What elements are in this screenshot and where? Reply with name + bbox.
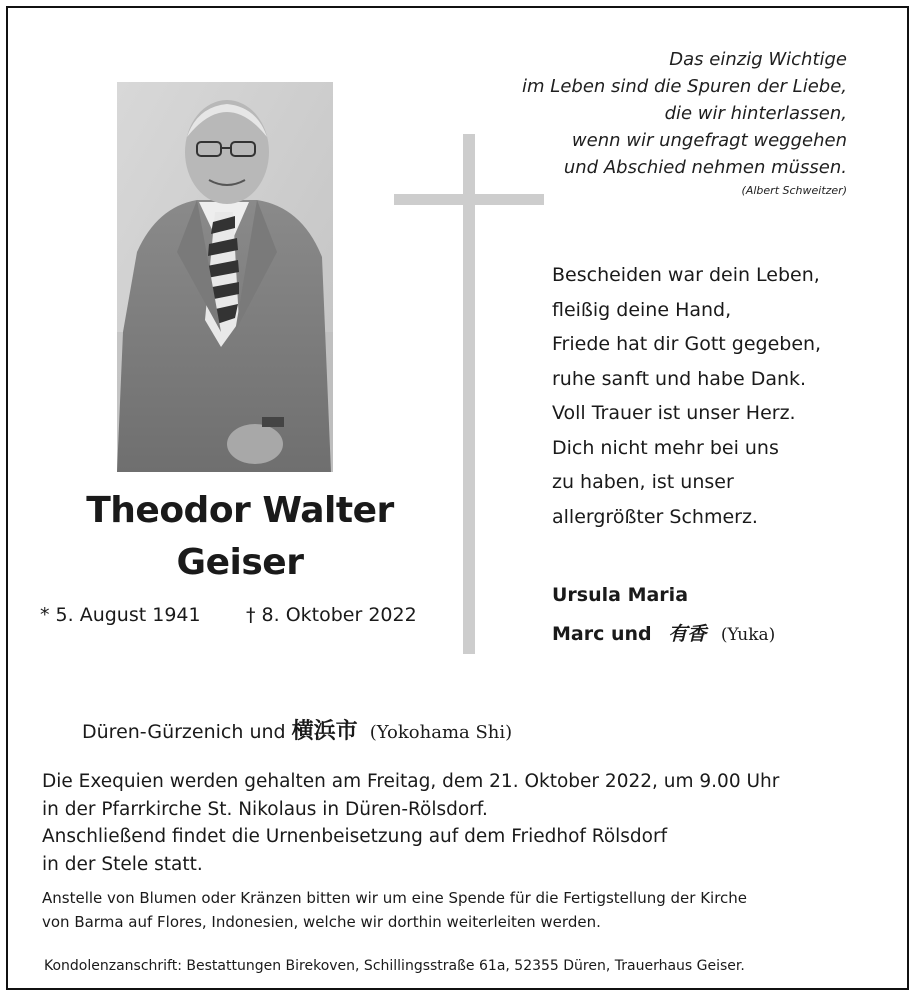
poem-line: Dich nicht mehr bei uns [552, 436, 779, 459]
deceased-name-line2: Geiser [176, 542, 304, 583]
service-line: Die Exequien werden gehalten am Freitag, dem 21. Oktober 2022, um 9.00 Uhr [42, 771, 780, 792]
places-romaji: (Yokohama Shi) [369, 722, 513, 743]
places-line [82, 714, 512, 745]
quote-line: Das einzig Wichtige [669, 49, 847, 70]
service-line: in der Stele statt. [42, 853, 203, 875]
portrait-photo [117, 82, 333, 472]
donation-note [42, 886, 747, 934]
service-line: in der Pfarrkirche St. Nikolaus in Düren-Rölsdorf. [42, 798, 488, 820]
quote-line: wenn wir ungefragt weggehen [571, 130, 847, 151]
poem-line: Voll Trauer ist unser Herz. [552, 402, 796, 424]
poem-block [552, 258, 821, 534]
death-date: † 8. Oktober 2022 [246, 604, 417, 626]
condolence-address: Kondolenzanschrift: Bestattungen Birekoven, Schillingsstraße 61a, 52355 Düren, Trauerhaus Geiser. [44, 958, 745, 974]
places-kanji: 横浜市 [291, 718, 358, 744]
family-member-2-kanji: 有香 [668, 623, 707, 645]
poem-line: ruhe sanft und habe Dank. [552, 367, 807, 390]
cross-horizontal-bar [394, 194, 544, 205]
quote-line: und Abschied nehmen müssen. [563, 157, 847, 178]
birth-date: * 5. August 1941 [40, 604, 201, 626]
quote-author: (Albert Schweitzer) [741, 184, 847, 197]
poem-line: Bescheiden war dein Leben, [552, 264, 820, 286]
poem-line: Friede hat dir Gott gegeben, [552, 333, 822, 355]
deceased-name-line1: Theodor Walter [86, 490, 394, 531]
quote-line: die wir hinterlassen, [664, 103, 847, 124]
quote-line: im Leben sind die Spuren der Liebe, [522, 76, 847, 97]
places-prefix: Düren-Gürzenich und [82, 721, 286, 743]
quote-block [522, 46, 847, 199]
poem-line: allergrößter Schmerz. [552, 505, 758, 528]
poem-line: fleißig deine Hand, [552, 298, 732, 321]
service-line: Anschließend findet die Urnenbeisetzung auf dem Friedhof Rölsdorf [42, 826, 668, 847]
family-member-1: Ursula Maria [552, 584, 689, 606]
donation-line: Anstelle von Blumen oder Kränzen bitten wir um eine Spende für die Fertigstellung der Kirche [42, 889, 748, 907]
cross-vertical-bar [463, 134, 475, 654]
family-member-2-prefix: Marc und [552, 623, 652, 645]
portrait-illustration [117, 82, 333, 472]
poem-line: zu haben, ist unser [552, 471, 734, 493]
service-info [42, 768, 779, 878]
donation-line: von Barma auf Flores, Indonesien, welche wir dorthin weiterleiten werden. [42, 913, 601, 931]
family-member-2 [552, 619, 775, 646]
family-member-2-romaji: (Yuka) [720, 625, 776, 645]
